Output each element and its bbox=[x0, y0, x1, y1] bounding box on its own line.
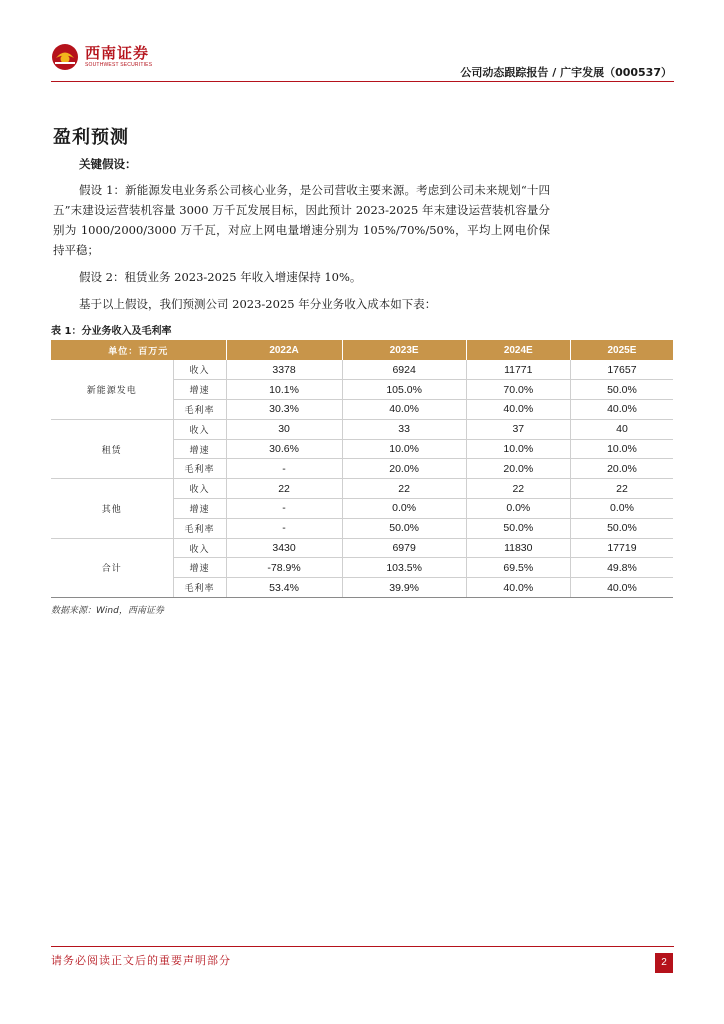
value-cell: 40.0% bbox=[570, 400, 673, 420]
value-cell: 37 bbox=[466, 419, 570, 439]
metric-name-cell: 收入 bbox=[173, 479, 226, 499]
value-cell: 0.0% bbox=[342, 499, 466, 519]
metric-name-cell: 收入 bbox=[173, 419, 226, 439]
value-cell: 50.0% bbox=[466, 518, 570, 538]
value-cell: 49.8% bbox=[570, 558, 673, 578]
logo-chinese-name: 西南证券 bbox=[85, 44, 150, 62]
value-cell: 40 bbox=[570, 419, 673, 439]
value-cell: 17719 bbox=[570, 538, 673, 558]
report-header-title: 公司动态跟踪报告 / 广宇发展（000537） bbox=[460, 66, 672, 79]
footer-divider bbox=[51, 946, 674, 947]
value-cell: 40.0% bbox=[570, 578, 673, 598]
value-cell: 50.0% bbox=[570, 380, 673, 400]
value-cell: - bbox=[226, 518, 342, 538]
table-row bbox=[51, 538, 673, 558]
header-divider bbox=[51, 81, 674, 82]
value-cell: 0.0% bbox=[466, 499, 570, 519]
company-logo bbox=[51, 40, 152, 74]
value-cell: - bbox=[226, 499, 342, 519]
value-cell: 103.5% bbox=[342, 558, 466, 578]
value-cell: 50.0% bbox=[342, 518, 466, 538]
value-cell: 53.4% bbox=[226, 578, 342, 598]
segment-name-cell: 合计 bbox=[51, 538, 173, 597]
value-cell: 22 bbox=[226, 479, 342, 499]
unit-header: 单位：百万元 bbox=[51, 340, 226, 360]
assumption-2-paragraph: 假设 2：租赁业务 2023-2025 年收入增速保持 10%。 bbox=[79, 270, 362, 284]
metric-name-cell: 收入 bbox=[173, 360, 226, 380]
page-number: 2 bbox=[655, 953, 673, 973]
year-header: 2022A bbox=[226, 340, 342, 360]
metric-name-cell: 收入 bbox=[173, 538, 226, 558]
value-cell: 0.0% bbox=[570, 499, 673, 519]
segment-name-cell: 新能源发电 bbox=[51, 360, 173, 419]
metric-name-cell: 毛利率 bbox=[173, 518, 226, 538]
table-row bbox=[51, 419, 673, 439]
metric-name-cell: 毛利率 bbox=[173, 400, 226, 420]
section-title: 盈利预测 bbox=[53, 127, 129, 148]
value-cell: 30.6% bbox=[226, 439, 342, 459]
table-header-row bbox=[51, 340, 673, 360]
metric-name-cell: 毛利率 bbox=[173, 459, 226, 479]
value-cell: 50.0% bbox=[570, 518, 673, 538]
value-cell: 10.0% bbox=[342, 439, 466, 459]
year-header: 2023E bbox=[342, 340, 466, 360]
table-row bbox=[51, 360, 673, 380]
value-cell: 20.0% bbox=[342, 459, 466, 479]
southwest-securities-logo-icon bbox=[51, 43, 79, 71]
value-cell: 11771 bbox=[466, 360, 570, 380]
key-assumptions-label: 关键假设： bbox=[79, 157, 137, 171]
value-cell: 3430 bbox=[226, 538, 342, 558]
metric-name-cell: 增速 bbox=[173, 558, 226, 578]
value-cell: 20.0% bbox=[466, 459, 570, 479]
value-cell: - bbox=[226, 459, 342, 479]
logo-english-name: SOUTHWEST SECURITIES bbox=[85, 62, 153, 68]
forecast-summary-paragraph: 基于以上假设，我们预测公司 2023-2025 年分业务收入成本如下表： bbox=[79, 297, 437, 311]
value-cell: 105.0% bbox=[342, 380, 466, 400]
value-cell: 11830 bbox=[466, 538, 570, 558]
assumption-1-paragraph: 假设 1：新能源发电业务系公司核心业务，是公司营收主要来源。考虑到公司未来规划“十四五”末建设运营装机容量 3000 万千瓦发展目标，因此预计 2023-2025 年末建设运营装机容量分别为 1000/2000/3000 万千瓦，对应上网电量增速分别为 105%/70%/50%，平均上网电价保持平稳； bbox=[53, 183, 550, 257]
metric-name-cell: 毛利率 bbox=[173, 578, 226, 598]
value-cell: 22 bbox=[342, 479, 466, 499]
value-cell: 40.0% bbox=[466, 578, 570, 598]
table-row bbox=[51, 479, 673, 499]
data-source-note: 数据来源：Wind，西南证券 bbox=[51, 606, 164, 616]
value-cell: 22 bbox=[466, 479, 570, 499]
value-cell: 10.0% bbox=[466, 439, 570, 459]
value-cell: 22 bbox=[570, 479, 673, 499]
value-cell: 30.3% bbox=[226, 400, 342, 420]
segment-revenue-table bbox=[51, 340, 673, 598]
value-cell: 40.0% bbox=[466, 400, 570, 420]
value-cell: 40.0% bbox=[342, 400, 466, 420]
value-cell: 6979 bbox=[342, 538, 466, 558]
value-cell: 70.0% bbox=[466, 380, 570, 400]
footer-disclaimer: 请务必阅读正文后的重要声明部分 bbox=[51, 954, 231, 967]
value-cell: 10.1% bbox=[226, 380, 342, 400]
value-cell: 39.9% bbox=[342, 578, 466, 598]
metric-name-cell: 增速 bbox=[173, 499, 226, 519]
value-cell: 17657 bbox=[570, 360, 673, 380]
table-caption: 表 1：分业务收入及毛利率 bbox=[51, 326, 172, 337]
value-cell: 3378 bbox=[226, 360, 342, 380]
value-cell: 10.0% bbox=[570, 439, 673, 459]
year-header: 2025E bbox=[570, 340, 673, 360]
value-cell: 20.0% bbox=[570, 459, 673, 479]
value-cell: 6924 bbox=[342, 360, 466, 380]
value-cell: 33 bbox=[342, 419, 466, 439]
metric-name-cell: 增速 bbox=[173, 380, 226, 400]
metric-name-cell: 增速 bbox=[173, 439, 226, 459]
year-header: 2024E bbox=[466, 340, 570, 360]
segment-name-cell: 租赁 bbox=[51, 419, 173, 478]
value-cell: 30 bbox=[226, 419, 342, 439]
value-cell: -78.9% bbox=[226, 558, 342, 578]
segment-name-cell: 其他 bbox=[51, 479, 173, 538]
value-cell: 69.5% bbox=[466, 558, 570, 578]
